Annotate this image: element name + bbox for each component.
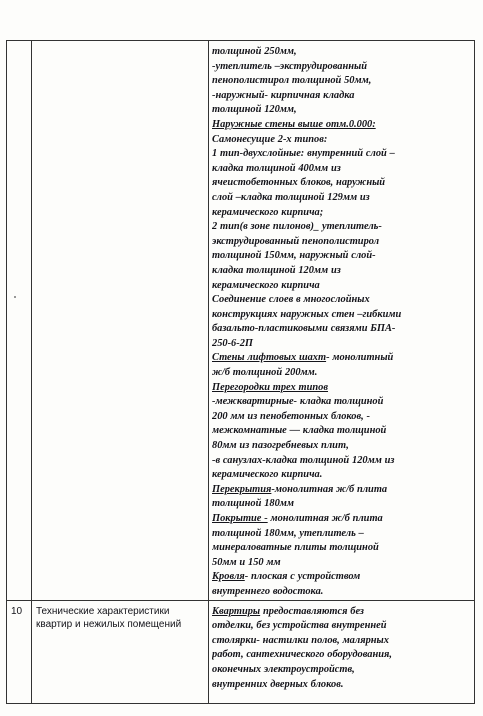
text-line	[212, 191, 472, 206]
text-segment: внутренних дверных блоков.	[212, 678, 344, 690]
text-line	[212, 395, 472, 410]
text-line	[212, 634, 472, 649]
text-line	[212, 147, 472, 162]
text-line	[212, 366, 472, 381]
text-line	[212, 619, 472, 634]
text-line	[212, 454, 472, 469]
text-line	[212, 527, 472, 542]
text-line	[212, 249, 472, 264]
underlined-heading: Наружные стены выше отм.0.000:	[212, 118, 376, 130]
text-segment: конструкциях наружных стен –гибкими	[212, 308, 402, 320]
text-line	[212, 118, 472, 133]
row-number-cell	[7, 41, 32, 601]
text-segment: 50мм и 150 мм	[212, 556, 281, 568]
text-segment: -утеплитель –экструдированный	[212, 60, 368, 72]
text-segment: работ, сантехнического оборудования,	[212, 649, 392, 661]
text-segment: керамического кирпича.	[212, 469, 323, 481]
text-line	[212, 410, 472, 425]
row-number-cell	[7, 600, 32, 703]
text-segment: керамического кирпича	[212, 279, 320, 291]
text-segment: предоставляются без	[260, 605, 364, 617]
text-line	[212, 103, 472, 118]
text-line	[212, 351, 472, 366]
underlined-heading: Стены лифтовых шахт	[212, 352, 327, 364]
text-segment: кладка толщиной 120мм из	[212, 264, 341, 276]
scan-speck	[14, 296, 16, 298]
text-segment: 1 тип-двухслойные: внутренний слой –	[212, 148, 395, 160]
text-line	[212, 678, 472, 693]
text-segment: 200 мм из пенобетонных блоков, -	[212, 410, 370, 422]
text-line	[212, 60, 472, 75]
text-line	[212, 541, 472, 556]
text-segment: толщиной 180мм	[212, 498, 295, 510]
row-label: Технические характеристики квартир и нежилых помещений	[36, 605, 182, 631]
text-segment: ж/б толщиной 200мм.	[212, 367, 318, 379]
row-description-cell	[209, 41, 475, 601]
text-segment: монолитная ж/б плита	[267, 513, 383, 524]
text-segment: внутреннего водостока.	[212, 585, 324, 597]
text-segment: столярки- настилки полов, малярных	[212, 634, 389, 646]
text-line	[212, 663, 472, 678]
text-segment: 80мм из пазогребневых плит,	[212, 440, 349, 452]
text-segment: 2 тип(в зоне пилонов)_ утеплитель-	[212, 221, 382, 233]
row-description	[209, 41, 474, 600]
underlined-heading: Кровля	[212, 571, 245, 583]
text-segment: -в санузлах-кладка толщиной 120мм из	[212, 454, 395, 466]
text-line	[212, 585, 472, 600]
text-line	[212, 605, 472, 620]
text-line	[212, 264, 472, 279]
text-segment: пенополистирол толщиной 50мм,	[212, 75, 372, 87]
text-line	[212, 45, 472, 60]
text-line	[212, 89, 472, 104]
characteristics-table	[6, 40, 475, 704]
underlined-heading: Перегородки трех типов	[212, 381, 329, 393]
text-segment: -наружный- кирпичная кладка	[212, 89, 355, 101]
text-segment: - монолитный	[326, 352, 394, 364]
text-line	[212, 176, 472, 191]
text-segment: ячеистобетонных блоков, наружный	[212, 177, 386, 189]
text-line	[212, 468, 472, 483]
text-line	[212, 162, 472, 177]
text-line	[212, 570, 472, 585]
text-segment: базальто-пластиковыми связями БПА-	[212, 323, 396, 335]
underlined-heading: Покрытие -	[212, 513, 268, 524]
row-number	[7, 41, 31, 46]
text-line	[212, 293, 472, 308]
table-row	[7, 41, 475, 601]
row-number: 10	[11, 605, 23, 617]
text-segment: межкомнатные — кладка толщиной	[212, 425, 387, 437]
table-row	[7, 600, 475, 703]
text-segment: толщиной 250мм,	[212, 46, 297, 57]
text-line	[212, 483, 472, 498]
text-segment: керамического кирпича;	[212, 206, 324, 218]
text-line	[212, 235, 472, 250]
text-segment: толщиной 150мм, наружный слой-	[212, 250, 376, 262]
text-segment: Соединение слоев в многослойных	[212, 294, 370, 306]
underlined-heading: Перекрытия	[212, 483, 272, 495]
text-segment: толщиной 180мм, утеплитель –	[212, 527, 364, 539]
row-label	[32, 41, 208, 45]
text-segment: слой –кладка толщиной 129мм из	[212, 191, 370, 203]
underlined-heading: Квартиры	[212, 605, 261, 617]
text-line	[212, 439, 472, 454]
text-segment: 250-6-2П	[212, 337, 253, 349]
text-segment: толщиной 120мм,	[212, 104, 297, 116]
text-line	[212, 74, 472, 89]
text-line	[212, 381, 472, 396]
text-segment: отделки, без устройства внутренней	[212, 620, 387, 632]
row-description-cell	[209, 600, 475, 703]
text-line	[212, 308, 472, 323]
text-line	[212, 220, 472, 235]
text-segment: экструдированный пенополистирол	[212, 235, 380, 247]
text-line	[212, 512, 472, 527]
text-line	[212, 497, 472, 512]
text-segment: оконечных электроустройств,	[212, 663, 355, 675]
text-line	[212, 279, 472, 294]
text-line	[212, 133, 472, 148]
text-line	[212, 556, 472, 571]
text-line	[212, 424, 472, 439]
text-line	[212, 648, 472, 663]
text-segment: -монолитная ж/б плита	[271, 483, 388, 495]
text-line	[212, 206, 472, 221]
text-line	[212, 337, 472, 352]
row-description	[209, 601, 474, 693]
text-line	[212, 322, 472, 337]
text-segment: - плоская с устройством	[244, 571, 361, 583]
text-segment: минераловатные плиты толщиной	[212, 542, 379, 554]
text-segment: кладка толщиной 400мм из	[212, 162, 341, 174]
row-label-cell	[32, 600, 209, 703]
row-label-cell	[32, 41, 209, 601]
text-segment: -межквартирные- кладка толщиной	[212, 396, 384, 408]
text-segment: Самонесущие 2-х типов:	[212, 133, 328, 145]
